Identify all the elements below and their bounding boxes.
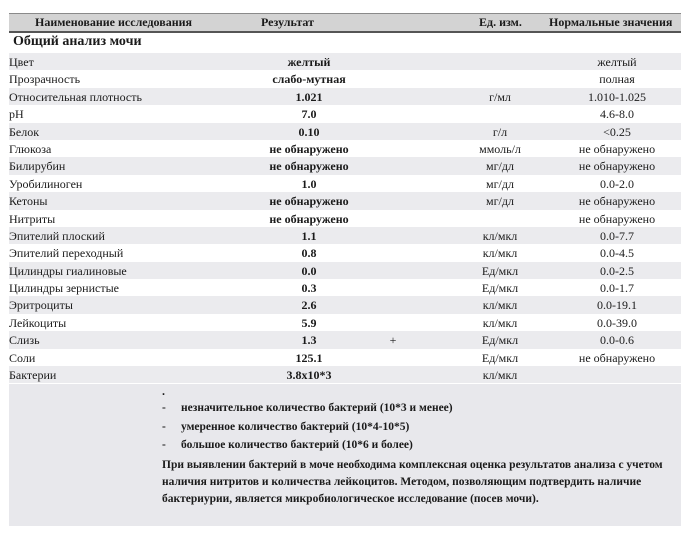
test-name: Билирубин (9, 159, 66, 174)
test-unit: Ед/мкл (481, 263, 519, 278)
test-result: не обнаружено (269, 211, 349, 226)
test-norm: 0.0-2.5 (600, 263, 634, 278)
test-name: Эпителий плоский (9, 228, 105, 243)
table-header (9, 13, 681, 33)
test-unit: мг/дл (486, 159, 514, 174)
header-norm: Нормальные значения (549, 15, 673, 29)
test-name: Глюкоза (9, 141, 52, 156)
bullet-text: умеренное количество бактерий (10*4-10*5) (181, 420, 410, 433)
test-name: Нитриты (9, 211, 56, 226)
test-result: не обнаружено (269, 141, 349, 156)
table-row (9, 105, 681, 122)
test-unit: г/мл (489, 89, 511, 104)
note-dot: . (162, 384, 165, 398)
test-result: 0.8 (301, 246, 317, 261)
table-row (9, 314, 681, 331)
test-result: 1.3 (301, 333, 317, 348)
table-row (9, 192, 681, 209)
table-row (9, 244, 681, 261)
test-result: 1.0 (301, 176, 317, 191)
test-unit: мг/дл (486, 194, 514, 209)
test-unit: кл/мкл (482, 368, 518, 383)
test-norm: 0.0-0.6 (600, 333, 634, 348)
test-name: Бактерии (9, 368, 57, 383)
test-norm: 1.010-1.025 (588, 89, 646, 104)
test-name: Уробилиноген (9, 176, 83, 191)
test-name: Эритроциты (9, 298, 73, 313)
test-result: 1.1 (301, 228, 317, 243)
test-norm: не обнаружено (578, 194, 656, 209)
test-result: 0.0 (301, 263, 317, 278)
test-name: Относительная плотность (9, 89, 142, 104)
test-name: Цилиндры гиалиновые (9, 263, 127, 278)
test-result: 2.6 (301, 298, 317, 313)
test-norm: не обнаружено (578, 159, 656, 174)
results-table (9, 53, 681, 383)
test-norm: 0.0-2.0 (600, 176, 634, 191)
test-result: 5.9 (301, 315, 317, 330)
table-row (9, 279, 681, 296)
table-row (9, 331, 681, 348)
test-unit: мг/дл (486, 176, 514, 191)
bullet-dash: - (162, 420, 166, 433)
test-name: Кетоны (9, 194, 48, 209)
test-norm: 0.0-1.7 (600, 281, 634, 296)
table-row (9, 262, 681, 279)
test-result: 125.1 (295, 350, 323, 365)
test-norm: не обнаружено (578, 211, 656, 226)
test-result: 1.021 (295, 89, 323, 104)
test-name: Лейкоциты (9, 315, 67, 330)
test-name: Соли (9, 350, 36, 365)
bullet-dash: - (162, 402, 166, 414)
test-unit: Ед/мкл (481, 333, 519, 348)
test-name: Эпителий переходный (9, 246, 124, 261)
note-paragraph: При выявлении бактерий в моче необходима комплексная оценка результатов анализа с учетом наличия нитритов и количества лейкоцитов. Методом, позволяющим подтвердить наличие бактериурии, является микробиологическое исследование (посев мочи). (162, 459, 663, 505)
test-norm: не обнаружено (578, 350, 656, 365)
table-row (9, 175, 681, 192)
test-norm: полная (599, 72, 635, 87)
test-name: Прозрачность (9, 72, 81, 87)
test-result: 0.3 (301, 281, 317, 296)
test-result: не обнаружено (269, 159, 349, 174)
table-row (9, 88, 681, 105)
test-norm: 0.0-19.1 (597, 298, 637, 313)
test-norm: <0.25 (603, 124, 631, 139)
test-unit: кл/мкл (482, 315, 518, 330)
test-result: не обнаружено (269, 194, 349, 209)
table-row (9, 349, 681, 366)
test-norm: 4.6-8.0 (600, 107, 634, 122)
table-row (9, 70, 681, 87)
bullet-text: большое количество бактерий (10*6 и более) (181, 439, 413, 451)
table-row (9, 296, 681, 313)
table-row (9, 53, 681, 70)
test-result: 3.8x10*3 (286, 368, 332, 383)
test-name: Белок (9, 124, 40, 139)
table-row (9, 366, 681, 383)
table-row (9, 140, 681, 157)
header-unit: Ед. изм. (479, 15, 522, 29)
test-norm: желтый (597, 55, 637, 69)
test-unit: кл/мкл (482, 246, 518, 261)
test-norm: 0.0-7.7 (600, 228, 634, 243)
test-name: Цилиндры зернистые (9, 281, 119, 296)
table-row (9, 210, 681, 227)
header-result: Результат (261, 15, 315, 29)
test-unit: Ед/мкл (481, 281, 519, 296)
table-row (9, 157, 681, 174)
table-row (9, 227, 681, 244)
test-norm: 0.0-39.0 (597, 315, 637, 330)
test-name: pH (9, 107, 24, 122)
bacteria-note (9, 384, 681, 526)
note-bullet (162, 439, 453, 458)
test-norm: не обнаружено (578, 141, 656, 156)
note-bullet (162, 402, 453, 421)
test-unit: ммоль/л (479, 141, 521, 156)
note-bullet (162, 421, 453, 440)
test-flag: + (389, 333, 397, 348)
bullet-dash: - (162, 439, 166, 451)
test-unit: кл/мкл (482, 228, 518, 243)
section-title: Общий анализ мочи (13, 34, 142, 49)
header-name: Наименование исследования (35, 15, 193, 29)
test-name: Слизь (9, 333, 40, 348)
test-unit: г/л (492, 124, 508, 139)
test-norm: 0.0-4.5 (600, 246, 634, 261)
test-name: Цвет (9, 55, 34, 69)
test-unit: кл/мкл (482, 298, 518, 313)
test-result: 7.0 (301, 107, 317, 122)
bullet-text: незначительное количество бактерий (10*3 и менее) (181, 402, 453, 414)
test-result: слабо-мутная (272, 72, 346, 87)
note-bullets (162, 402, 453, 458)
test-result: желтый (287, 55, 331, 69)
test-result: 0.10 (298, 124, 320, 139)
table-row (9, 123, 681, 140)
test-unit: Ед/мкл (481, 350, 519, 365)
